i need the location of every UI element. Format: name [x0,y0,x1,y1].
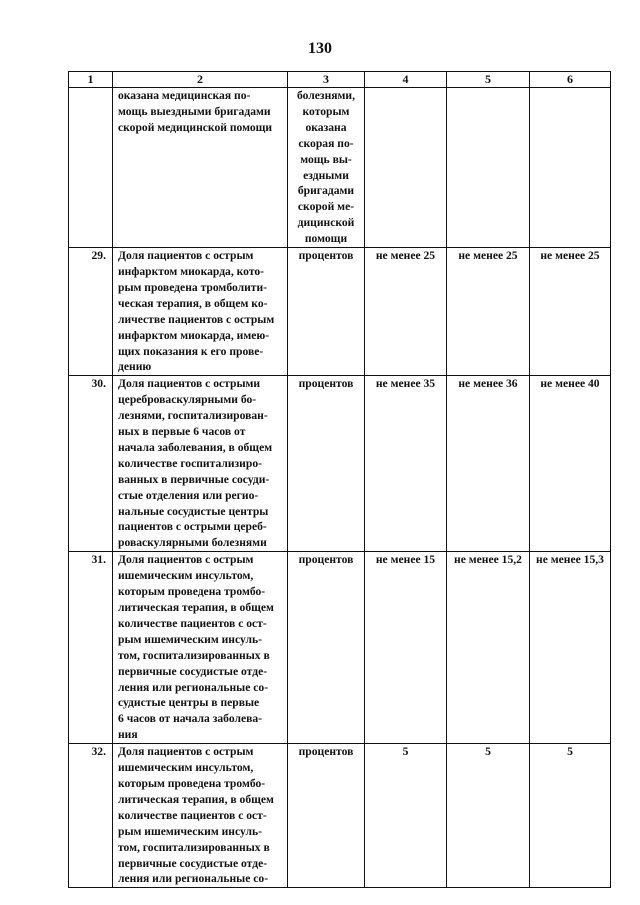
value-4: 5 [402,745,409,759]
indicator-text-line: щих показания к его прове- [118,344,264,358]
table-row [69,376,611,552]
column-header-5: 5 [447,72,530,88]
indicator-text-line: личестве пациентов с острым [118,312,275,326]
indicator-text-line: которым проведена тромбо- [118,776,266,790]
unit-text-line: процентов [298,745,354,759]
unit-text-line: скорая по- [298,136,354,150]
unit-cell [288,248,365,376]
unit-text-line: бригадами [297,184,355,198]
row-number-cell [69,248,113,376]
indicator-text-line: первичные сосудистые отде- [118,856,268,870]
value-5: не менее 25 [458,249,518,263]
indicator-text-line: мощь выездными бригадами [118,104,271,118]
indicator-text-line: том, госпитализированных в [118,840,270,854]
indicator-text-line: судистые центры в первые [118,696,260,710]
value-6: 5 [567,745,573,759]
column-header-3: 3 [288,72,365,88]
indicator-text-line: ишемическим инсультом, [118,761,254,775]
value-cell-6 [530,376,611,552]
row-number: 30. [91,377,106,391]
indicator-text-line: лезнями, госпитализирован- [118,409,268,423]
value-cell-6 [530,248,611,376]
indicator-cell [113,552,288,744]
indicator-text-line: дению [118,360,152,374]
unit-text-line: оказана [305,120,347,134]
value-cell-4 [365,88,447,248]
table-row [69,248,611,376]
indicator-text-line: которым проведена тромбо- [118,585,266,599]
unit-text-line: процентов [298,553,354,567]
indicator-cell [113,744,288,888]
unit-text-line: мощь вы- [300,152,352,166]
indicator-text-line: роваскулярными болезнями [118,536,267,550]
table-row [69,744,611,888]
row-number: 32. [91,745,106,759]
indicator-text-line: количестве госпитализиро- [118,456,262,470]
indicator-cell [113,248,288,376]
row-number-cell [69,552,113,744]
value-6: не менее 15,3 [536,553,604,567]
value-cell-6 [530,88,611,248]
indicator-text-line: первичные сосудистые отде- [118,664,268,678]
value-5: 5 [485,745,491,759]
value-5: не менее 36 [458,377,518,391]
unit-cell [288,376,365,552]
table-row [69,552,611,744]
table-header-row [69,72,611,88]
indicator-text-line: ления или региональные со- [118,680,269,694]
indicator-text-line: Доля пациентов с острыми [118,377,261,391]
value-cell-4 [365,248,447,376]
indicator-text-line: ишемическим инсультом, [118,569,254,583]
indicator-text-line: Доля пациентов с острым [118,553,254,567]
indicators-table [68,71,611,888]
row-number: 31. [91,553,106,567]
unit-text-line: болезнями, [296,89,356,102]
unit-cell [288,552,365,744]
indicator-text-line: количестве пациентов с ост- [118,616,267,630]
column-header-6: 6 [530,72,611,88]
column-header-1: 1 [69,72,113,88]
row-number: 29. [91,249,106,263]
value-5: не менее 15,2 [454,553,522,567]
unit-cell [288,88,365,248]
indicator-text-line: Доля пациентов с острым [118,249,254,263]
unit-cell [288,744,365,888]
indicator-text-line: рым ишемическим инсуль- [118,632,262,646]
indicator-text-line: стые отделения или регио- [118,488,259,502]
indicator-text-line: рым проведена тромболити- [118,280,268,294]
row-number-cell [69,88,113,248]
indicator-text-line: 6 часов от начала заболева- [118,712,263,726]
table-body [69,88,611,888]
value-cell-5 [447,248,530,376]
column-header-4: 4 [365,72,447,88]
indicator-text-line: оказана медицинская по- [118,89,251,102]
value-4: не менее 25 [375,249,436,263]
row-number-cell [69,376,113,552]
value-cell-5 [447,88,530,248]
indicator-text-line: начала заболевания, в общем [118,440,273,454]
value-6: не менее 25 [540,249,600,263]
indicator-text-line: рым ишемическим инсуль- [118,824,262,838]
indicator-text-line: Доля пациентов с острым [118,745,254,759]
indicator-text-line: инфарктом миокарда, имею- [118,328,270,342]
indicator-cell [113,376,288,552]
indicator-text-line: цереброваскулярными бо- [118,393,257,407]
value-4: не менее 35 [375,377,436,391]
indicator-text-line: пациентов с острыми цереб- [118,520,267,534]
indicator-text-line: литическая терапия, в общем [118,601,274,614]
value-4: не менее 15 [375,553,436,567]
value-cell-5 [447,744,530,888]
indicator-text-line: литическая терапия, в общем [118,792,274,806]
unit-text-line: ездными [303,168,349,182]
value-cell-6 [530,744,611,888]
indicator-cell [113,88,288,248]
indicator-text-line: ления или региональные со- [118,872,269,886]
indicator-text-line: нальные сосудистые центры [118,504,269,518]
value-cell-4 [365,744,447,888]
indicator-text-line: ния [118,728,138,742]
indicator-text-line: том, госпитализированных в [118,648,270,662]
column-header-2: 2 [113,72,288,88]
indicator-text-line: ных в первые 6 часов от [118,425,246,439]
table-row [69,88,611,248]
indicator-text-line: ванных в первичные сосуди- [118,472,270,486]
indicator-text-line: ческая терапия, в общем ко- [118,296,268,310]
unit-text-line: дицинской [297,216,355,230]
indicator-text-line: инфарктом миокарда, кото- [118,264,265,278]
unit-text-line: скорой ме- [297,200,355,214]
value-cell-5 [447,552,530,744]
indicator-text-line: количестве пациентов с ост- [118,808,267,822]
page-number: 130 [308,40,332,57]
row-number-cell [69,744,113,888]
unit-text-line: процентов [298,377,354,391]
indicator-text-line: скорой медицинской помощи [118,120,273,134]
unit-text-line: помощи [304,232,348,246]
value-cell-4 [365,376,447,552]
unit-text-line: процентов [298,249,354,263]
value-cell-4 [365,552,447,744]
value-cell-6 [530,552,611,744]
unit-text-line: которым [302,104,350,118]
value-6: не менее 40 [540,377,600,391]
value-cell-5 [447,376,530,552]
